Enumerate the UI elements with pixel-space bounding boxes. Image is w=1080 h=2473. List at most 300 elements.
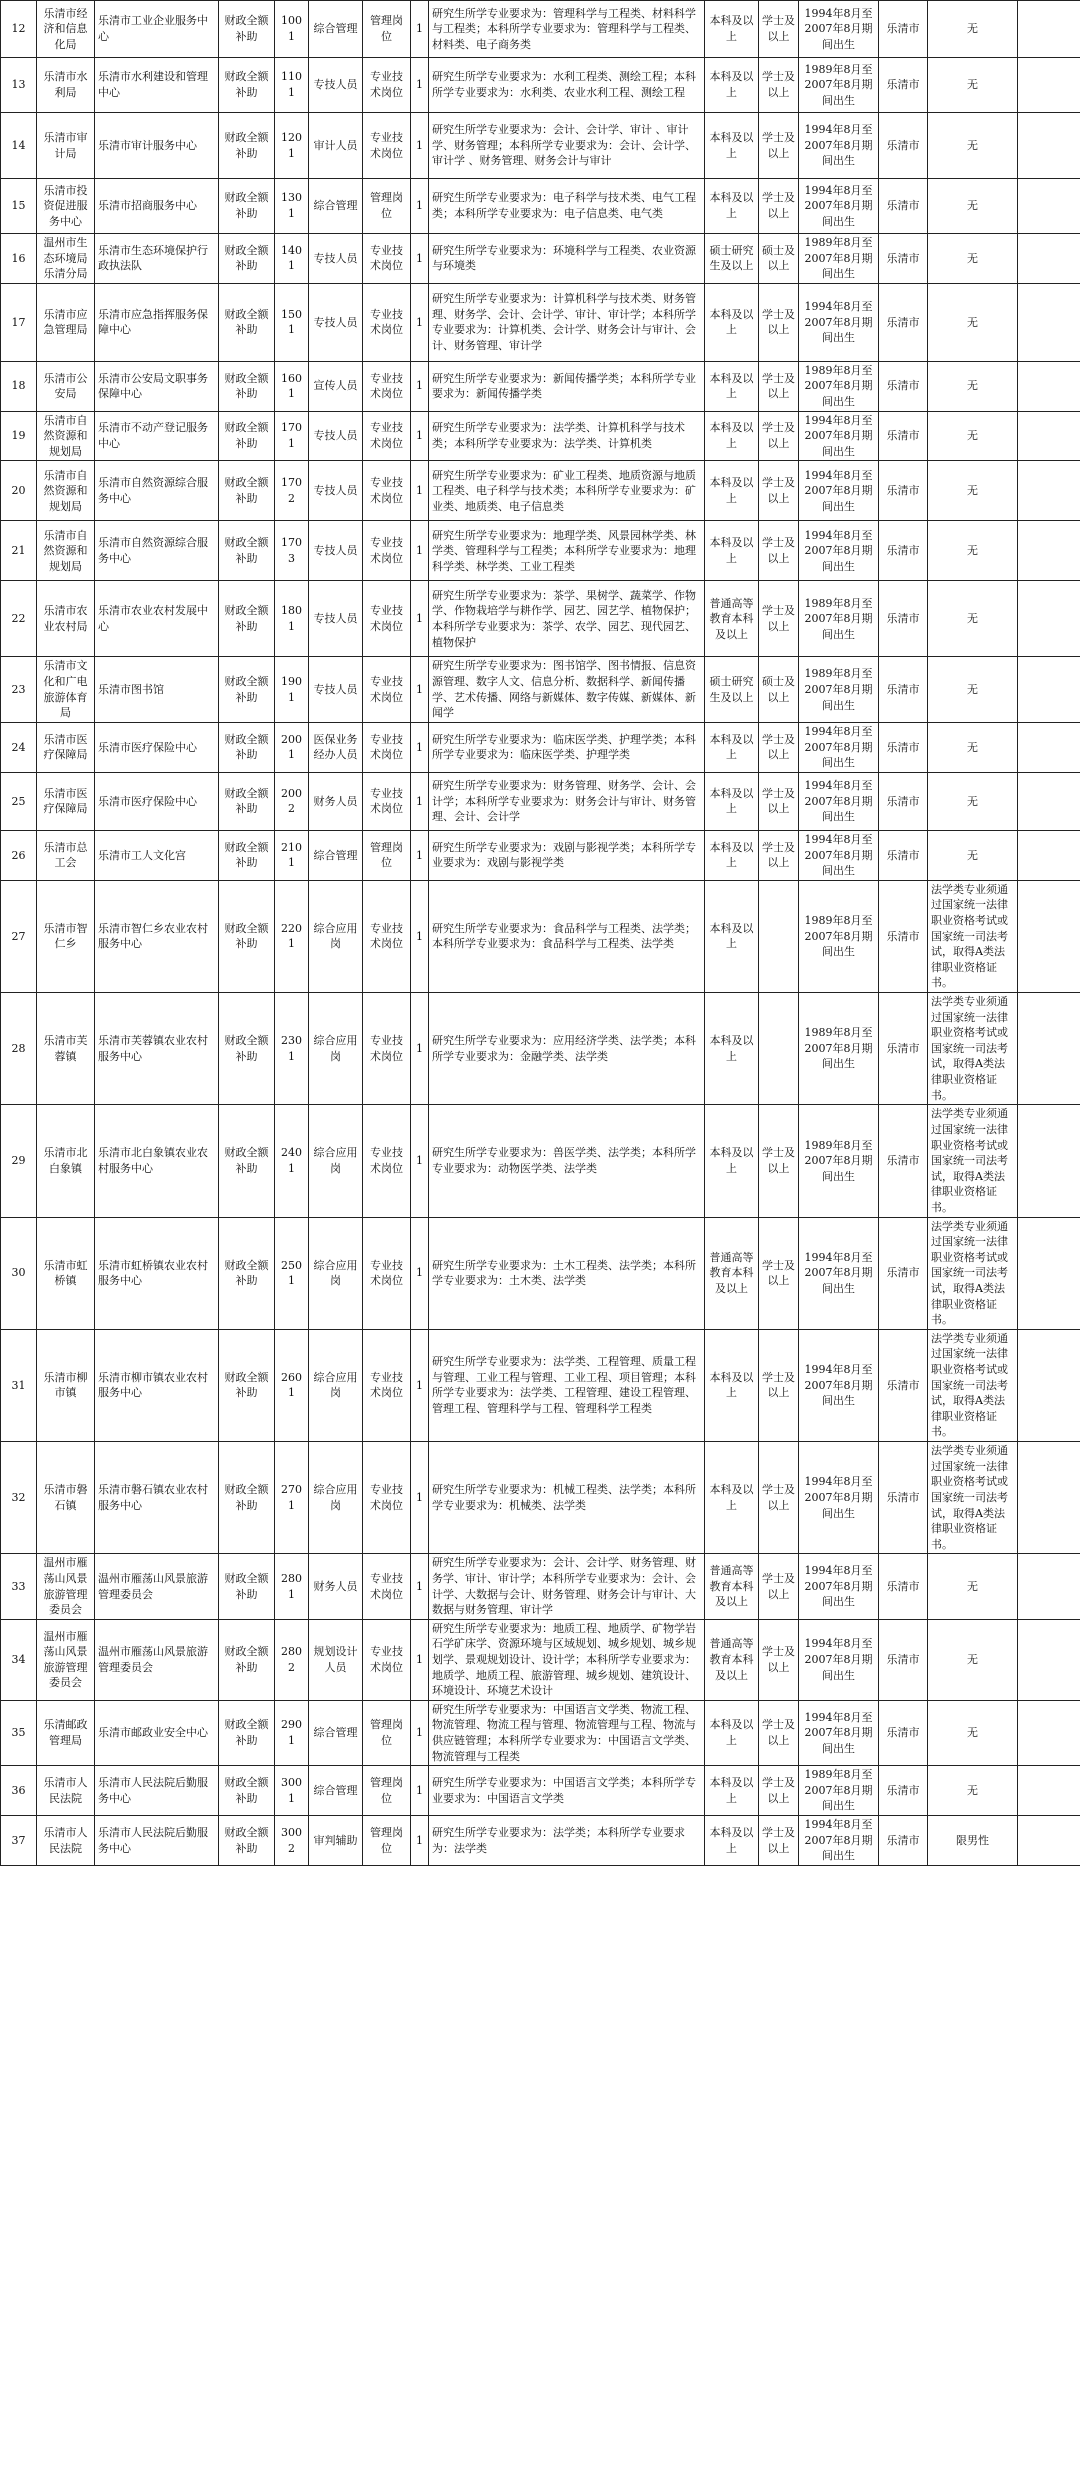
hiring-unit: 乐清市公安局文职事务保障中心 [95, 361, 219, 411]
major-requirements: 研究生所学专业要求为：中国语言文学类、物流工程、物流管理、物流工程与管理、物流管理与工程、物流与供应链管理；本科所学专业要求为：中国语言文学类、物流管理与工程类 [429, 1700, 705, 1765]
age-requirement: 1989年8月至2007年8月期间出生 [799, 234, 879, 284]
position-code: 2501 [275, 1217, 309, 1329]
hire-count: 1 [411, 283, 429, 361]
education-requirement: 本科及以上 [705, 1700, 759, 1765]
department: 乐清市医疗保障局 [37, 722, 95, 772]
row-number: 14 [1, 113, 37, 179]
department: 乐清市文化和广电旅游体育局 [37, 657, 95, 722]
position-name: 医保业务经办人员 [309, 722, 363, 772]
remark-cell [1018, 830, 1080, 880]
major-requirements: 研究生所学专业要求为：水利工程类、测绘工程；本科所学专业要求为：水利类、农业水利工程、测绘工程 [429, 58, 705, 113]
funding-type: 财政全额补助 [219, 283, 275, 361]
row-number: 24 [1, 722, 37, 772]
age-requirement: 1994年8月至2007年8月期间出生 [799, 1700, 879, 1765]
other-requirements: 无 [928, 1700, 1018, 1765]
hiring-unit: 乐清市生态环境保护行政执法队 [95, 234, 219, 284]
funding-type: 财政全额补助 [219, 1619, 275, 1700]
education-requirement: 本科及以上 [705, 179, 759, 234]
degree-requirement: 学士及以上 [759, 1329, 799, 1441]
position-name: 专技人员 [309, 461, 363, 521]
household-registration: 乐清市 [879, 772, 928, 830]
funding-type: 财政全额补助 [219, 1217, 275, 1329]
row-number: 21 [1, 521, 37, 581]
row-number: 31 [1, 1329, 37, 1441]
position-code: 2401 [275, 1105, 309, 1217]
funding-type: 财政全额补助 [219, 521, 275, 581]
department: 乐清市总工会 [37, 830, 95, 880]
education-requirement: 本科及以上 [705, 993, 759, 1105]
table-row [1, 581, 1080, 657]
hire-count: 1 [411, 880, 429, 992]
department: 乐清市自然资源和规划局 [37, 521, 95, 581]
age-requirement: 1994年8月至2007年8月期间出生 [799, 283, 879, 361]
degree-requirement: 学士及以上 [759, 772, 799, 830]
position-category: 专业技术岗位 [363, 361, 411, 411]
position-category: 专业技术岗位 [363, 411, 411, 461]
position-name: 审计人员 [309, 113, 363, 179]
funding-type: 财政全额补助 [219, 581, 275, 657]
education-requirement: 本科及以上 [705, 1766, 759, 1816]
hire-count: 1 [411, 830, 429, 880]
position-name: 综合管理 [309, 1700, 363, 1765]
other-requirements: 无 [928, 521, 1018, 581]
position-category: 专业技术岗位 [363, 993, 411, 1105]
household-registration: 乐清市 [879, 657, 928, 722]
degree-requirement: 学士及以上 [759, 411, 799, 461]
other-requirements: 无 [928, 722, 1018, 772]
other-requirements: 法学类专业须通过国家统一法律职业资格考试或国家统一司法考试，取得A类法律职业资格证书。 [928, 1329, 1018, 1441]
position-category: 专业技术岗位 [363, 880, 411, 992]
household-registration: 乐清市 [879, 1619, 928, 1700]
remark-cell [1018, 234, 1080, 284]
degree-requirement: 学士及以上 [759, 1766, 799, 1816]
age-requirement: 1994年8月至2007年8月期间出生 [799, 411, 879, 461]
funding-type: 财政全额补助 [219, 1, 275, 58]
position-category: 专业技术岗位 [363, 581, 411, 657]
household-registration: 乐清市 [879, 179, 928, 234]
household-registration: 乐清市 [879, 1766, 928, 1816]
position-code: 1801 [275, 581, 309, 657]
position-code: 2701 [275, 1442, 309, 1554]
position-category: 专业技术岗位 [363, 1217, 411, 1329]
table-row [1, 1816, 1080, 1866]
other-requirements: 法学类专业须通过国家统一法律职业资格考试或国家统一司法考试，取得A类法律职业资格证书。 [928, 1105, 1018, 1217]
hiring-unit: 乐清市自然资源综合服务中心 [95, 521, 219, 581]
education-requirement: 本科及以上 [705, 1329, 759, 1441]
position-code: 2601 [275, 1329, 309, 1441]
funding-type: 财政全额补助 [219, 1442, 275, 1554]
table-row [1, 1700, 1080, 1765]
funding-type: 财政全额补助 [219, 1554, 275, 1619]
education-requirement: 本科及以上 [705, 772, 759, 830]
remark-cell [1018, 283, 1080, 361]
table-row [1, 461, 1080, 521]
age-requirement: 1994年8月至2007年8月期间出生 [799, 722, 879, 772]
department: 乐清市北白象镇 [37, 1105, 95, 1217]
major-requirements: 研究生所学专业要求为：环境科学与工程类、农业资源与环境类 [429, 234, 705, 284]
hire-count: 1 [411, 1816, 429, 1866]
funding-type: 财政全额补助 [219, 993, 275, 1105]
hiring-unit: 乐清市应急指挥服务保障中心 [95, 283, 219, 361]
position-category: 专业技术岗位 [363, 657, 411, 722]
hire-count: 1 [411, 1105, 429, 1217]
position-code: 1901 [275, 657, 309, 722]
age-requirement: 1994年8月至2007年8月期间出生 [799, 1217, 879, 1329]
remark-cell [1018, 1816, 1080, 1866]
hiring-unit: 乐清市北白象镇农业农村服务中心 [95, 1105, 219, 1217]
hire-count: 1 [411, 1329, 429, 1441]
funding-type: 财政全额补助 [219, 179, 275, 234]
position-category: 专业技术岗位 [363, 1554, 411, 1619]
major-requirements: 研究生所学专业要求为：新闻传播学类；本科所学专业要求为：新闻传播学类 [429, 361, 705, 411]
other-requirements: 无 [928, 1766, 1018, 1816]
table-row [1, 1, 1080, 58]
major-requirements: 研究生所学专业要求为：戏剧与影视学类；本科所学专业要求为：戏剧与影视学类 [429, 830, 705, 880]
position-name: 规划设计人员 [309, 1619, 363, 1700]
row-number: 16 [1, 234, 37, 284]
household-registration: 乐清市 [879, 993, 928, 1105]
major-requirements: 研究生所学专业要求为：法学类、工程管理、质量工程与管理、工业工程与管理、工业工程、项目管理；本科所学专业要求为：法学类、工程管理、建设工程管理、管理工程、管理科学与工程、管理科学工程类 [429, 1329, 705, 1441]
education-requirement: 普通高等教育本科及以上 [705, 1554, 759, 1619]
department: 温州市生态环境局乐清分局 [37, 234, 95, 284]
household-registration: 乐清市 [879, 521, 928, 581]
position-code: 2002 [275, 772, 309, 830]
hire-count: 1 [411, 1217, 429, 1329]
funding-type: 财政全额补助 [219, 461, 275, 521]
funding-type: 财政全额补助 [219, 1700, 275, 1765]
remark-cell [1018, 411, 1080, 461]
position-name: 专技人员 [309, 657, 363, 722]
age-requirement: 1989年8月至2007年8月期间出生 [799, 361, 879, 411]
degree-requirement: 学士及以上 [759, 521, 799, 581]
department: 乐清市农业农村局 [37, 581, 95, 657]
position-code: 1401 [275, 234, 309, 284]
department: 乐清市审计局 [37, 113, 95, 179]
row-number: 26 [1, 830, 37, 880]
degree-requirement: 学士及以上 [759, 361, 799, 411]
hire-count: 1 [411, 1554, 429, 1619]
table-row [1, 880, 1080, 992]
hiring-unit: 乐清市柳市镇农业农村服务中心 [95, 1329, 219, 1441]
position-category: 专业技术岗位 [363, 58, 411, 113]
hiring-unit: 乐清市审计服务中心 [95, 113, 219, 179]
education-requirement: 硕士研究生及以上 [705, 234, 759, 284]
remark-cell [1018, 1700, 1080, 1765]
education-requirement: 硕士研究生及以上 [705, 657, 759, 722]
funding-type: 财政全额补助 [219, 772, 275, 830]
remark-cell [1018, 581, 1080, 657]
position-name: 审判辅助 [309, 1816, 363, 1866]
position-name: 专技人员 [309, 411, 363, 461]
major-requirements: 研究生所学专业要求为：兽医学类、法学类；本科所学专业要求为：动物医学类、法学类 [429, 1105, 705, 1217]
funding-type: 财政全额补助 [219, 234, 275, 284]
position-name: 综合应用岗 [309, 993, 363, 1105]
row-number: 18 [1, 361, 37, 411]
other-requirements: 无 [928, 361, 1018, 411]
position-code: 1001 [275, 1, 309, 58]
position-name: 财务人员 [309, 1554, 363, 1619]
degree-requirement: 学士及以上 [759, 1554, 799, 1619]
hiring-unit: 乐清市不动产登记服务中心 [95, 411, 219, 461]
department: 乐清市柳市镇 [37, 1329, 95, 1441]
position-category: 管理岗位 [363, 1, 411, 58]
department: 乐清市人民法院 [37, 1766, 95, 1816]
hire-count: 1 [411, 1442, 429, 1554]
other-requirements: 无 [928, 411, 1018, 461]
position-name: 宣传人员 [309, 361, 363, 411]
age-requirement: 1994年8月至2007年8月期间出生 [799, 1554, 879, 1619]
household-registration: 乐清市 [879, 1217, 928, 1329]
remark-cell [1018, 1619, 1080, 1700]
other-requirements: 无 [928, 58, 1018, 113]
position-category: 专业技术岗位 [363, 234, 411, 284]
household-registration: 乐清市 [879, 880, 928, 992]
remark-cell [1018, 1766, 1080, 1816]
major-requirements: 研究生所学专业要求为：法学类、计算机科学与技术类；本科所学专业要求为：法学类、计算机类 [429, 411, 705, 461]
major-requirements: 研究生所学专业要求为：财务管理、财务学、会计、会计学；本科所学专业要求为：财务会计与审计、财务管理、会计、会计学 [429, 772, 705, 830]
major-requirements: 研究生所学专业要求为：电子科学与技术类、电气工程类；本科所学专业要求为：电子信息类、电气类 [429, 179, 705, 234]
position-code: 1501 [275, 283, 309, 361]
table-row [1, 234, 1080, 284]
row-number: 27 [1, 880, 37, 992]
age-requirement: 1989年8月至2007年8月期间出生 [799, 880, 879, 992]
age-requirement: 1989年8月至2007年8月期间出生 [799, 581, 879, 657]
education-requirement: 本科及以上 [705, 283, 759, 361]
remark-cell [1018, 179, 1080, 234]
row-number: 33 [1, 1554, 37, 1619]
department: 乐清市投资促进服务中心 [37, 179, 95, 234]
hire-count: 1 [411, 461, 429, 521]
household-registration: 乐清市 [879, 1105, 928, 1217]
other-requirements: 法学类专业须通过国家统一法律职业资格考试或国家统一司法考试，取得A类法律职业资格证书。 [928, 1442, 1018, 1554]
education-requirement: 本科及以上 [705, 830, 759, 880]
department: 温州市雁荡山风景旅游管理委员会 [37, 1554, 95, 1619]
position-name: 专技人员 [309, 58, 363, 113]
age-requirement: 1994年8月至2007年8月期间出生 [799, 1, 879, 58]
degree-requirement: 学士及以上 [759, 283, 799, 361]
position-category: 专业技术岗位 [363, 1329, 411, 1441]
education-requirement: 本科及以上 [705, 58, 759, 113]
department: 乐清市自然资源和规划局 [37, 461, 95, 521]
remark-cell [1018, 521, 1080, 581]
age-requirement: 1994年8月至2007年8月期间出生 [799, 1329, 879, 1441]
table-row [1, 772, 1080, 830]
education-requirement: 本科及以上 [705, 411, 759, 461]
position-name: 综合应用岗 [309, 1329, 363, 1441]
education-requirement: 本科及以上 [705, 1816, 759, 1866]
household-registration: 乐清市 [879, 722, 928, 772]
degree-requirement: 学士及以上 [759, 1442, 799, 1554]
row-number: 28 [1, 993, 37, 1105]
position-code: 1301 [275, 179, 309, 234]
degree-requirement: 学士及以上 [759, 1816, 799, 1866]
hire-count: 1 [411, 772, 429, 830]
hire-count: 1 [411, 521, 429, 581]
household-registration: 乐清市 [879, 283, 928, 361]
row-number: 19 [1, 411, 37, 461]
table-row [1, 830, 1080, 880]
age-requirement: 1994年8月至2007年8月期间出生 [799, 772, 879, 830]
education-requirement: 本科及以上 [705, 113, 759, 179]
position-name: 专技人员 [309, 581, 363, 657]
position-name: 综合管理 [309, 179, 363, 234]
row-number: 12 [1, 1, 37, 58]
household-registration: 乐清市 [879, 1554, 928, 1619]
major-requirements: 研究生所学专业要求为：管理科学与工程类、材料科学与工程类；本科所学专业要求为：管理科学与工程类、材料类、电子商务类 [429, 1, 705, 58]
table-row [1, 521, 1080, 581]
major-requirements: 研究生所学专业要求为：计算机科学与技术类、财务管理、财务学、会计、会计学、审计、审计学；本科所学专业要求为：计算机类、会计学、财务会计与审计、会计、财务管理、审计学 [429, 283, 705, 361]
position-name: 综合应用岗 [309, 880, 363, 992]
funding-type: 财政全额补助 [219, 361, 275, 411]
table-row [1, 283, 1080, 361]
major-requirements: 研究生所学专业要求为：中国语言文学类；本科所学专业要求为：中国语言文学类 [429, 1766, 705, 1816]
remark-cell [1018, 113, 1080, 179]
major-requirements: 研究生所学专业要求为：茶学、果树学、蔬菜学、作物学、作物栽培学与耕作学、园艺、园艺学、植物保护；本科所学专业要求为：茶学、农学、园艺、现代园艺、植物保护 [429, 581, 705, 657]
household-registration: 乐清市 [879, 1816, 928, 1866]
table-row [1, 58, 1080, 113]
hire-count: 1 [411, 234, 429, 284]
hiring-unit: 乐清市邮政业安全中心 [95, 1700, 219, 1765]
household-registration: 乐清市 [879, 361, 928, 411]
funding-type: 财政全额补助 [219, 830, 275, 880]
position-category: 专业技术岗位 [363, 772, 411, 830]
table-row [1, 722, 1080, 772]
position-code: 1703 [275, 521, 309, 581]
education-requirement: 本科及以上 [705, 521, 759, 581]
major-requirements: 研究生所学专业要求为：图书馆学、图书情报、信息资源管理、数字人文、信息分析、数据科学、新闻传播学、艺术传播、网络与新媒体、数字传媒、新媒体、新闻学 [429, 657, 705, 722]
major-requirements: 研究生所学专业要求为：土木工程类、法学类；本科所学专业要求为：土木类、法学类 [429, 1217, 705, 1329]
remark-cell [1018, 993, 1080, 1105]
remark-cell [1018, 1, 1080, 58]
age-requirement: 1989年8月至2007年8月期间出生 [799, 1766, 879, 1816]
row-number: 34 [1, 1619, 37, 1700]
remark-cell [1018, 1554, 1080, 1619]
other-requirements: 无 [928, 1619, 1018, 1700]
position-category: 管理岗位 [363, 1700, 411, 1765]
remark-cell [1018, 657, 1080, 722]
department: 乐清市公安局 [37, 361, 95, 411]
position-code: 2101 [275, 830, 309, 880]
position-code: 2802 [275, 1619, 309, 1700]
hire-count: 1 [411, 361, 429, 411]
position-name: 综合管理 [309, 830, 363, 880]
other-requirements: 无 [928, 581, 1018, 657]
position-category: 专业技术岗位 [363, 722, 411, 772]
degree-requirement: 学士及以上 [759, 179, 799, 234]
position-code: 3002 [275, 1816, 309, 1866]
department: 乐清市虹桥镇 [37, 1217, 95, 1329]
department: 乐清市应急管理局 [37, 283, 95, 361]
hiring-unit: 温州市雁荡山风景旅游管理委员会 [95, 1554, 219, 1619]
position-category: 管理岗位 [363, 1766, 411, 1816]
other-requirements: 法学类专业须通过国家统一法律职业资格考试或国家统一司法考试，取得A类法律职业资格证书。 [928, 993, 1018, 1105]
department: 乐清市水利局 [37, 58, 95, 113]
position-name: 专技人员 [309, 234, 363, 284]
hiring-unit: 乐清市招商服务中心 [95, 179, 219, 234]
funding-type: 财政全额补助 [219, 411, 275, 461]
degree-requirement: 学士及以上 [759, 722, 799, 772]
degree-requirement: 学士及以上 [759, 1, 799, 58]
age-requirement: 1989年8月至2007年8月期间出生 [799, 1105, 879, 1217]
department: 乐清市自然资源和规划局 [37, 411, 95, 461]
age-requirement: 1994年8月至2007年8月期间出生 [799, 113, 879, 179]
other-requirements: 无 [928, 1, 1018, 58]
table-row [1, 993, 1080, 1105]
remark-cell [1018, 772, 1080, 830]
row-number: 36 [1, 1766, 37, 1816]
age-requirement: 1994年8月至2007年8月期间出生 [799, 521, 879, 581]
other-requirements: 无 [928, 830, 1018, 880]
position-code: 1601 [275, 361, 309, 411]
funding-type: 财政全额补助 [219, 657, 275, 722]
funding-type: 财政全额补助 [219, 58, 275, 113]
degree-requirement: 学士及以上 [759, 1105, 799, 1217]
table-row [1, 1329, 1080, 1441]
hiring-unit: 乐清市自然资源综合服务中心 [95, 461, 219, 521]
remark-cell [1018, 1442, 1080, 1554]
education-requirement: 普通高等教育本科及以上 [705, 1619, 759, 1700]
row-number: 22 [1, 581, 37, 657]
age-requirement: 1994年8月至2007年8月期间出生 [799, 1442, 879, 1554]
position-code: 2901 [275, 1700, 309, 1765]
household-registration: 乐清市 [879, 461, 928, 521]
household-registration: 乐清市 [879, 1329, 928, 1441]
education-requirement: 本科及以上 [705, 1105, 759, 1217]
age-requirement: 1994年8月至2007年8月期间出生 [799, 461, 879, 521]
table-row [1, 411, 1080, 461]
other-requirements: 无 [928, 461, 1018, 521]
remark-cell [1018, 461, 1080, 521]
hiring-unit: 乐清市虹桥镇农业农村服务中心 [95, 1217, 219, 1329]
hiring-unit: 乐清市人民法院后勤服务中心 [95, 1816, 219, 1866]
remark-cell [1018, 1329, 1080, 1441]
row-number: 17 [1, 283, 37, 361]
degree-requirement: 学士及以上 [759, 58, 799, 113]
position-name: 专技人员 [309, 521, 363, 581]
position-category: 专业技术岗位 [363, 283, 411, 361]
table-row [1, 1554, 1080, 1619]
row-number: 23 [1, 657, 37, 722]
other-requirements: 法学类专业须通过国家统一法律职业资格考试或国家统一司法考试，取得A类法律职业资格证书。 [928, 1217, 1018, 1329]
hiring-unit: 乐清市工人文化宫 [95, 830, 219, 880]
major-requirements: 研究生所学专业要求为：矿业工程类、地质资源与地质工程类、电子科学与技术类；本科所学专业要求为：矿业类、地质类、电子信息类 [429, 461, 705, 521]
education-requirement: 本科及以上 [705, 461, 759, 521]
other-requirements: 无 [928, 179, 1018, 234]
household-registration: 乐清市 [879, 1700, 928, 1765]
degree-requirement: 硕士及以上 [759, 657, 799, 722]
position-category: 管理岗位 [363, 830, 411, 880]
position-category: 专业技术岗位 [363, 1619, 411, 1700]
age-requirement: 1994年8月至2007年8月期间出生 [799, 1816, 879, 1866]
major-requirements: 研究生所学专业要求为：地质工程、地质学、矿物学岩石学矿床学、资源环境与区域规划、城乡规划、城乡规划学、景观规划设计、设计学；本科所学专业要求为：地质学、地质工程、旅游管理、城乡规划、建筑设计、环境设计、环境艺术设计 [429, 1619, 705, 1700]
hiring-unit: 乐清市医疗保险中心 [95, 772, 219, 830]
household-registration: 乐清市 [879, 830, 928, 880]
other-requirements: 无 [928, 283, 1018, 361]
table-row [1, 113, 1080, 179]
education-requirement: 本科及以上 [705, 1442, 759, 1554]
remark-cell [1018, 880, 1080, 992]
position-name: 综合应用岗 [309, 1217, 363, 1329]
department: 温州市雁荡山风景旅游管理委员会 [37, 1619, 95, 1700]
hire-count: 1 [411, 1619, 429, 1700]
household-registration: 乐清市 [879, 581, 928, 657]
position-name: 综合应用岗 [309, 1105, 363, 1217]
hire-count: 1 [411, 657, 429, 722]
table-row [1, 1105, 1080, 1217]
row-number: 30 [1, 1217, 37, 1329]
position-category: 专业技术岗位 [363, 521, 411, 581]
household-registration: 乐清市 [879, 234, 928, 284]
